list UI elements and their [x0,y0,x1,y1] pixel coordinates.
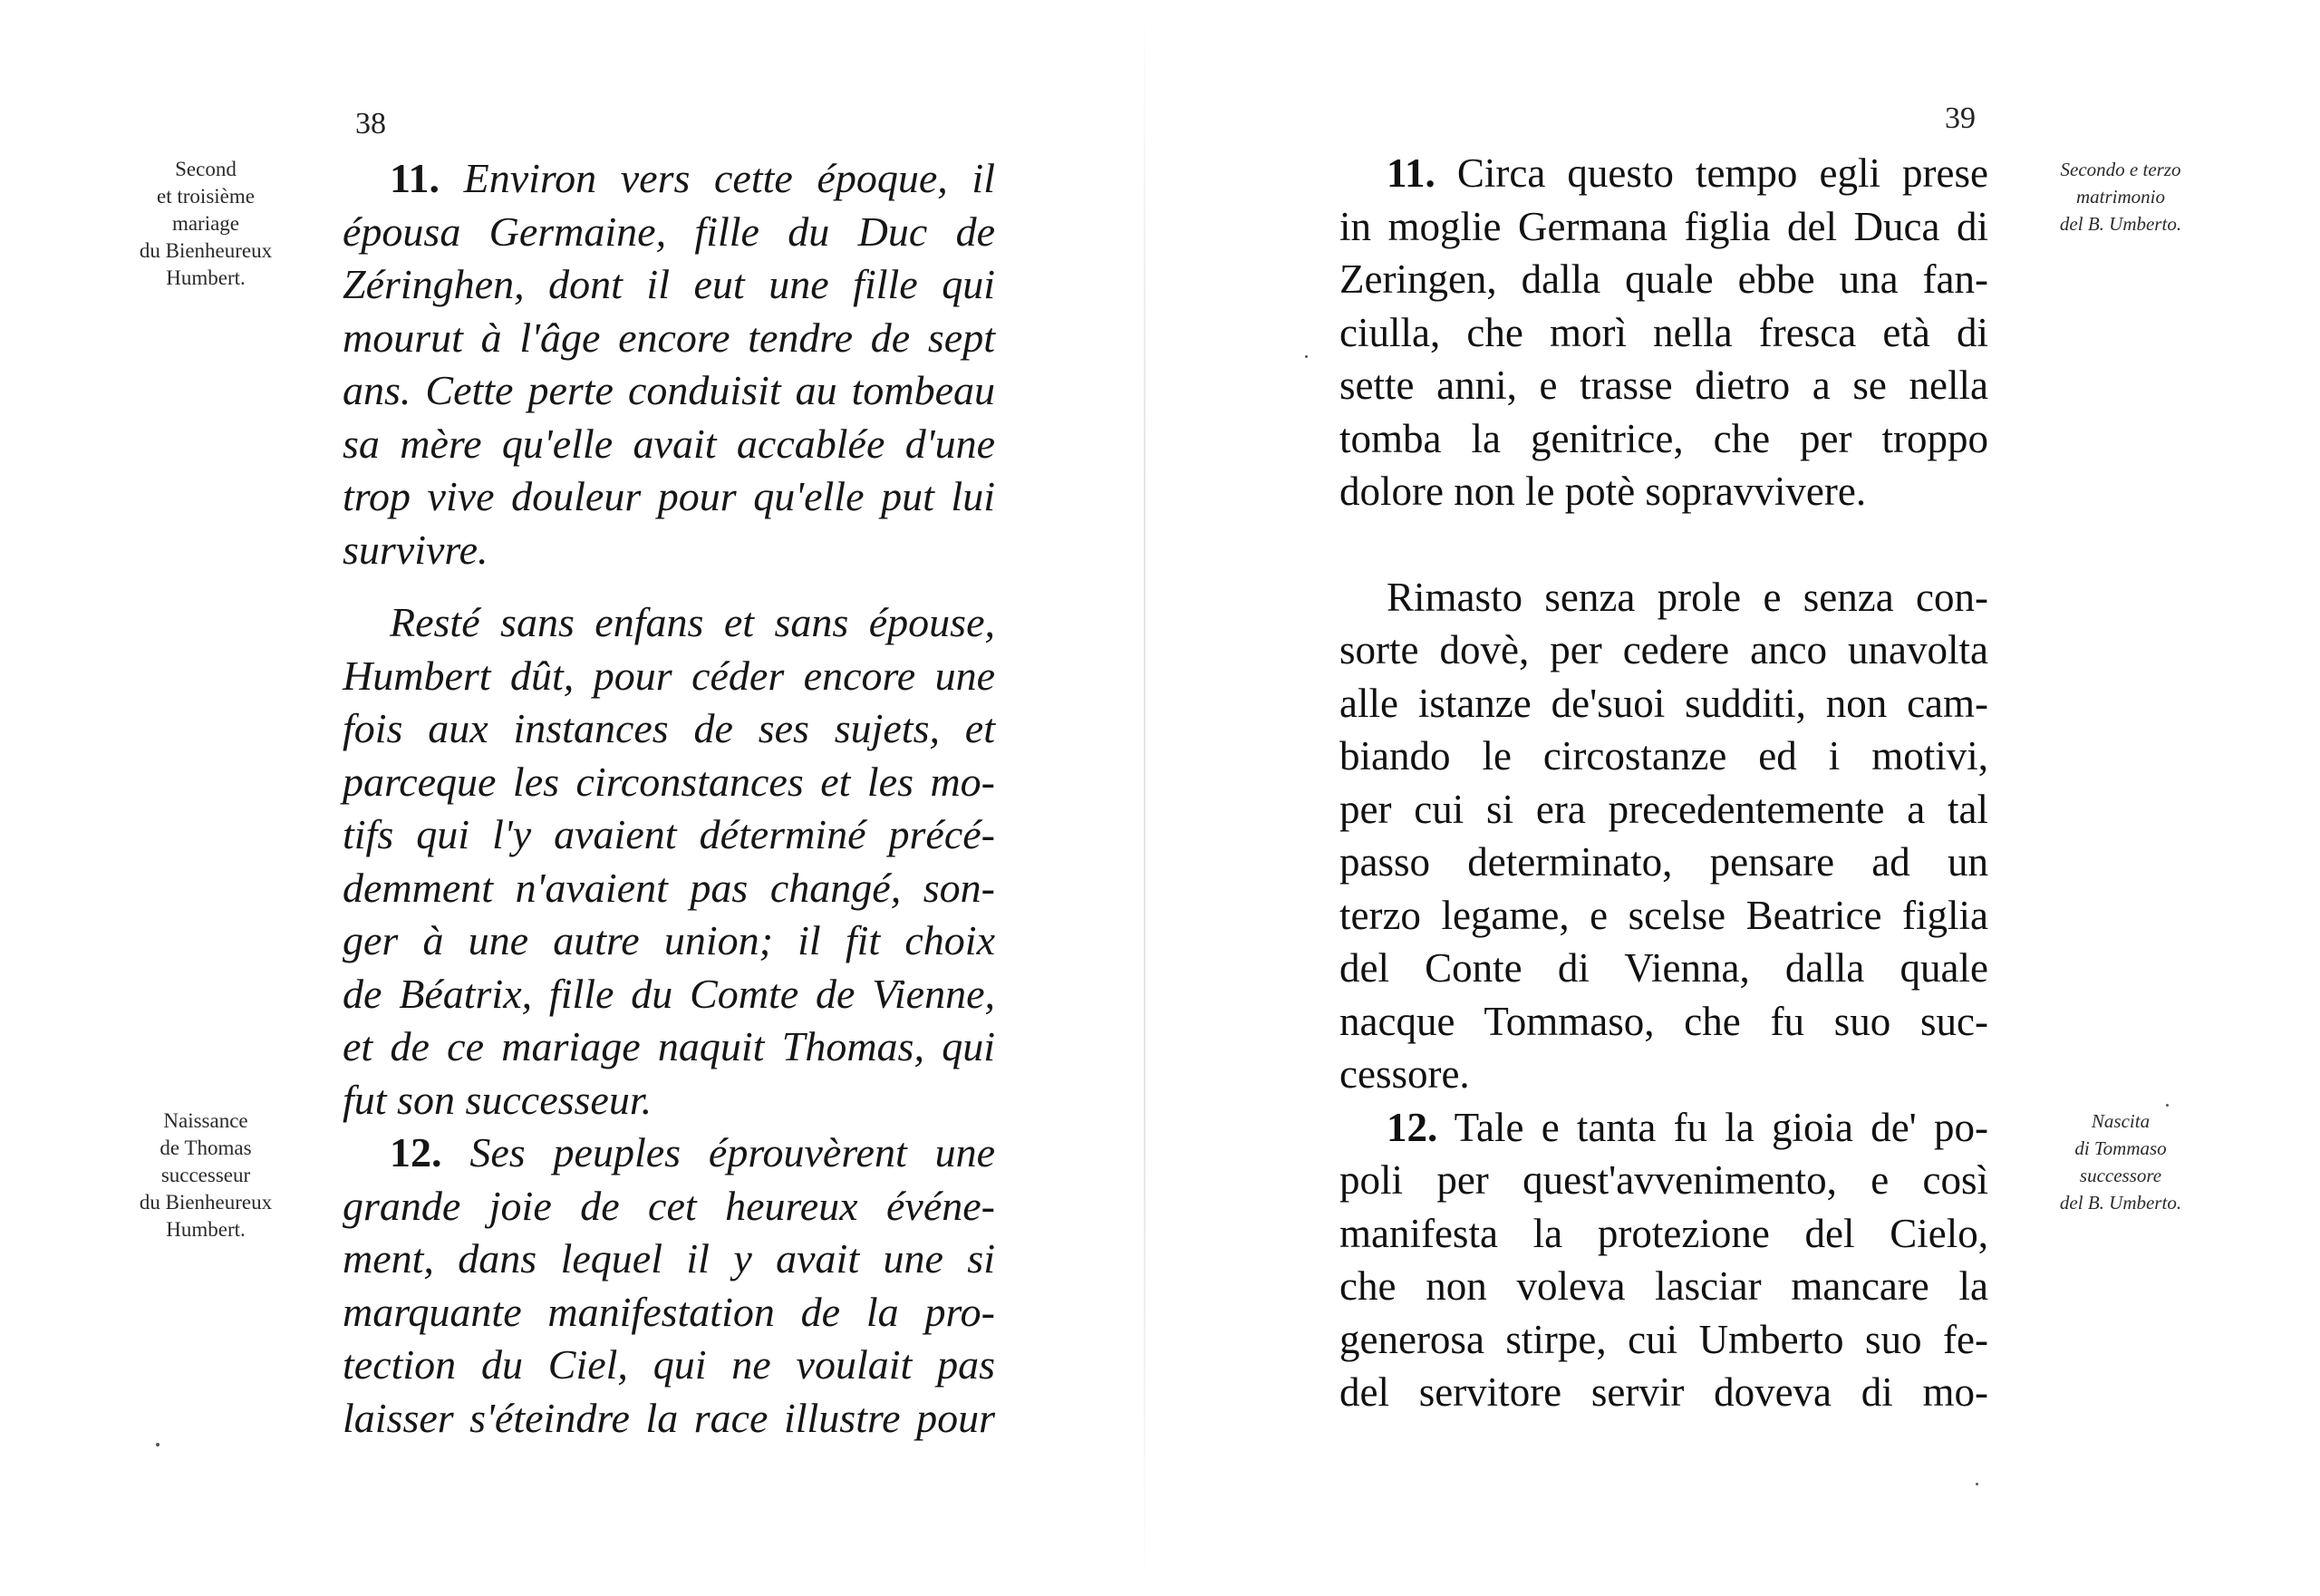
text-line: marquante manifestation de la pro- [343,1288,995,1335]
margin-note-line: matrimonio [2075,186,2165,208]
text-line: laisser s'éteindre la race illustre pour [343,1394,995,1441]
text-line: dolore non le potè sopravvivere. [1339,469,1867,514]
margin-note-left-marriage [102,156,310,292]
margin-note-line: mariage [171,212,240,235]
margin-note-line: Humbert. [166,1218,246,1241]
text-line: cessore. [1339,1051,1470,1097]
paragraph-12-italian [1339,1101,1988,1419]
text-line: Zéringhen, dont il eut une fille qui [343,261,995,307]
margin-note-line: du Bienheureux [139,239,273,262]
text-line: fut son successeur. [343,1076,652,1123]
scan-speck [1305,355,1308,358]
text-line: tection du Ciel, qui ne voulait pas [343,1341,995,1388]
text-line: alle istanze de'suoi sudditi, non cam- [1339,680,1988,726]
text-line: fois aux instances de ses sujets, et [343,705,995,751]
text-line: Humbert dût, pour céder encore une [343,652,995,699]
margin-note-line: del B. Umberto. [2059,1192,2182,1214]
text-line: in moglie Germana figlia del Duca di [1339,203,1988,249]
text-line: biando le circostanze ed i motivi, [1339,733,1988,779]
text-line: del servitore servir doveva di mo- [1339,1369,1988,1415]
book-gutter [1144,0,1146,1596]
text-line: parceque les circonstances et les mo- [343,758,995,805]
paragraph-remarriage-italian [1339,571,1988,1101]
margin-note-left-birth [102,1108,310,1243]
paragraph-number: 11. [390,155,440,201]
text-column-french [343,152,995,1445]
page-number-right: 39 [1945,102,1976,135]
paragraph-remarriage-french [343,596,995,1127]
scan-speck [2166,1104,2169,1107]
text-line: demment n'avaient pas changé, son- [343,864,995,911]
text-line: et de ce mariage naquit Thomas, qui [343,1023,995,1069]
text-line: ans. Cette perte conduisit au tombeau [343,367,995,413]
text-line-content: Circa questo tempo egli prese [1456,150,1988,196]
text-line: tomba la genitrice, che per troppo [1339,415,1988,461]
text-line: de Béatrix, fille du Comte de Vienne, [343,970,995,1017]
scan-speck [156,1443,160,1446]
margin-note-line: Nascita [2091,1110,2151,1132]
text-line: Resté sans enfans et sans épouse, [390,599,995,645]
page-number-left: 38 [355,107,386,140]
text-line: Rimasto senza prole e senza con- [1387,574,1988,620]
text-line: ger à une autre union; il fit choix [343,917,995,963]
paragraph-11-italian [1339,147,1988,518]
text-line: manifesta la protezione del Cielo, [1339,1210,1988,1256]
text-line [343,152,995,206]
margin-note-line: de Thomas [160,1137,252,1159]
paragraph-11-french [343,152,995,576]
margin-note-line: Secondo e terzo [2060,159,2181,180]
paragraph-spacer [1339,518,1988,571]
text-line: sette anni, e trasse dietro a se nella [1339,363,1988,408]
margin-note-right-birth [2012,1108,2229,1216]
margin-note-line: Naissance [163,1109,248,1132]
text-line: ment, dans lequel il y avait une si [343,1235,995,1282]
text-line: poli per quest'avvenimento, e così [1339,1157,1988,1203]
scan-speck [1976,1483,1978,1485]
paragraph-number: 12. [1387,1104,1438,1150]
text-column-italian [1339,147,1988,1419]
margin-note-line: del B. Umberto. [2059,213,2182,235]
margin-note-line: successore [2079,1165,2162,1186]
text-line: terzo legame, e scelse Beatrice figlia [1339,892,1988,938]
margin-note-line: Second [175,158,237,180]
paragraph-number: 11. [1387,150,1436,196]
margin-note-line: du Bienheureux [139,1191,273,1214]
margin-note-line: et troisième [157,185,255,208]
text-line: nacque Tommaso, che fu suo suc- [1339,998,1988,1044]
text-line: tifs qui l'y avaient déterminé précé- [343,811,995,857]
paragraph-number: 12. [390,1129,442,1175]
text-line: Zeringen, dalla quale ebbe una fan- [1339,256,1988,302]
text-line: generosa stirpe, cui Umberto suo fe- [1339,1316,1988,1362]
text-line: sorte dovè, per cedere anco unavolta [1339,627,1988,672]
margin-note-line: Humbert. [166,266,246,289]
text-line: passo determinato, pensare ad un [1339,839,1988,885]
margin-note-line: successeur [160,1164,251,1186]
margin-note-line: di Tommaso [2074,1137,2167,1159]
text-line: che non voleva lasciar mancare la [1339,1263,1988,1309]
text-line: épousa Germaine, fille du Duc de [343,208,995,255]
text-line [1339,1101,1988,1155]
text-line [343,1127,995,1180]
text-line: grande joie de cet heureux événe- [343,1182,995,1229]
paragraph-12-french [343,1127,995,1445]
text-line-content: Tale e tanta fu la gioia de' po- [1454,1104,1988,1150]
text-line: del Conte di Vienna, dalla quale [1339,945,1988,991]
text-line-content: Ses peuples éprouvèrent une [469,1129,996,1175]
text-line: ciulla, che morì nella fresca età di [1339,309,1988,355]
text-line: survivre. [343,526,488,573]
text-line: trop vive douleur pour qu'elle put lui [343,473,995,519]
text-line [1339,147,1988,200]
text-line-content: Environ vers cette époque, il [463,155,995,201]
text-line: sa mère qu'elle avait accablée d'une [343,420,995,467]
text-line: mourut à l'âge encore tendre de sept [343,314,995,361]
margin-note-right-marriage [2012,156,2229,237]
paragraph-spacer [343,576,995,596]
text-line: per cui si era precedentemente a tal [1339,786,1988,832]
